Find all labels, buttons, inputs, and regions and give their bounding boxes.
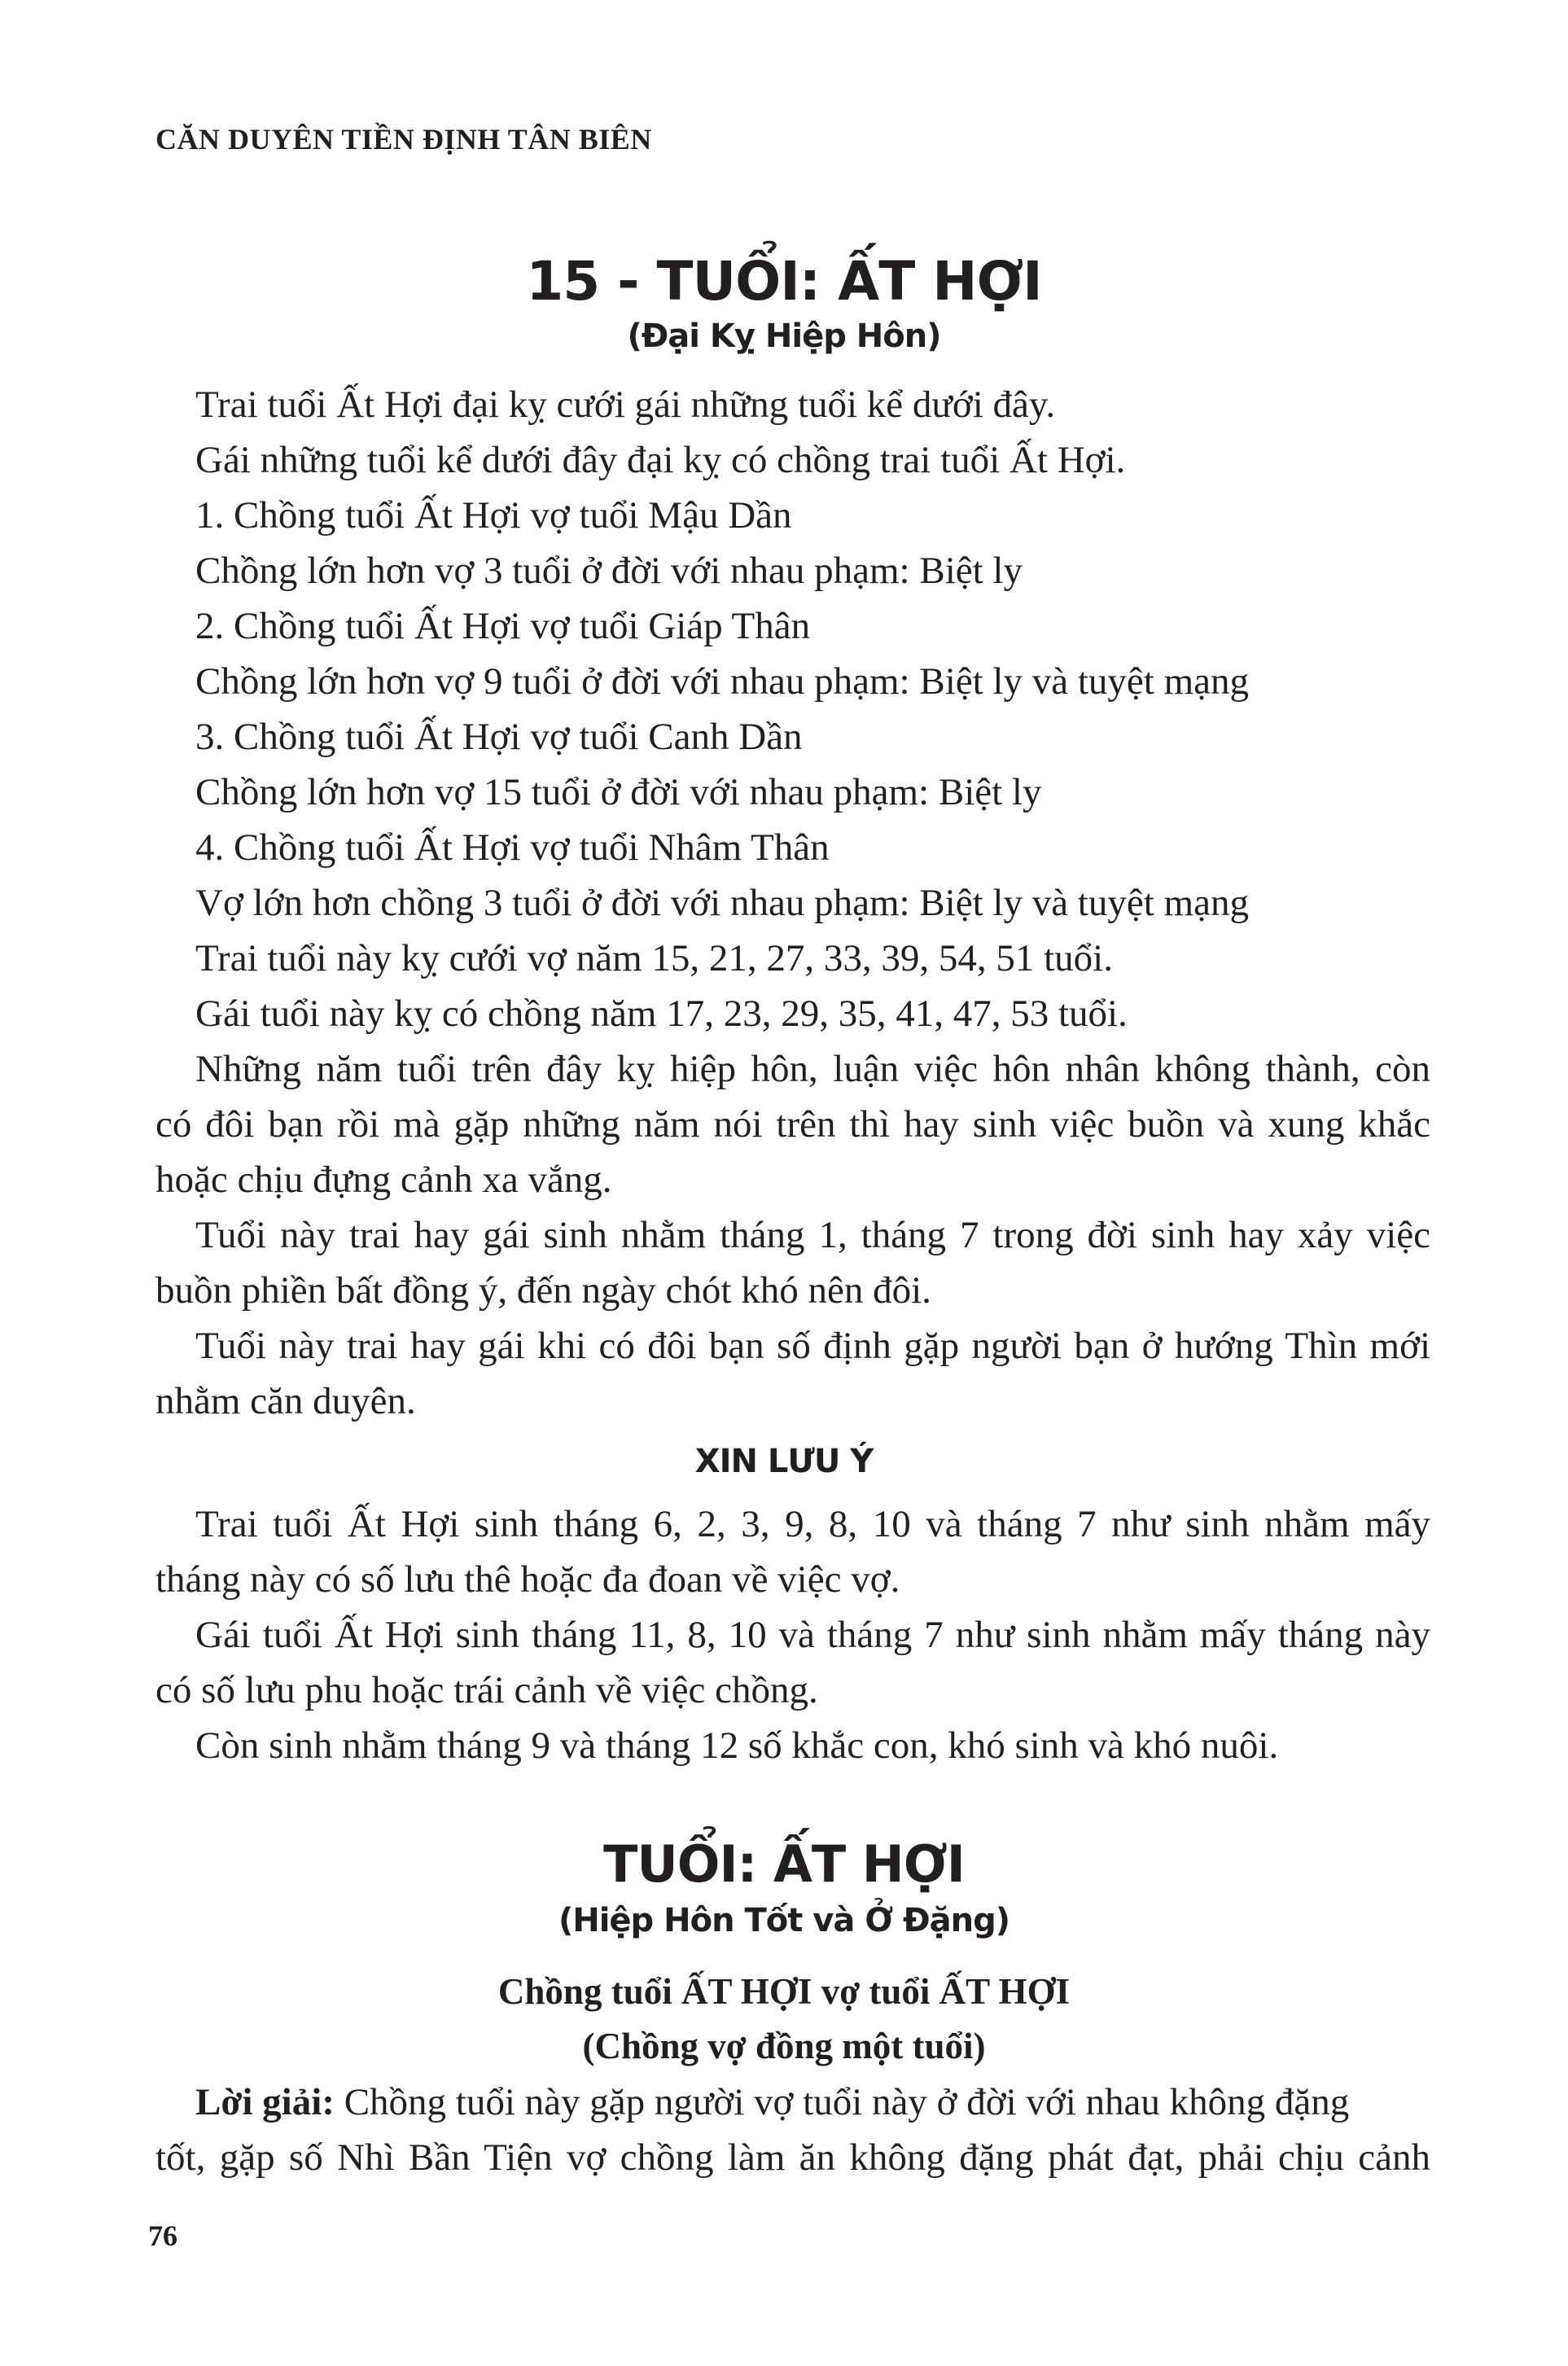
paragraph-line: Tuổi này trai hay gái sinh nhằm tháng 1, tháng 7 trong đời sinh hay xảy việc xyxy=(195,1214,1430,1256)
pair-subtitle: (Chồng vợ đồng một tuổi) xyxy=(582,2026,986,2066)
section-title: 15 - TUỔI: ẤT HỢI xyxy=(526,250,1042,313)
body-line: Vợ lớn hơn chồng 3 tuổi ở đời với nhau phạm: Biệt ly và tuyệt mạng xyxy=(195,882,1249,924)
body-line: Trai tuổi Ất Hợi đại kỵ cưới gái những tuổi kể dưới đây. xyxy=(195,383,1056,426)
section-subtitle: (Hiệp Hôn Tốt và Ở Đặng) xyxy=(558,1902,1010,1939)
list-item: 3. Chồng tuổi Ất Hợi vợ tuổi Canh Dần xyxy=(195,716,803,758)
body-line: Trai tuổi này kỵ cưới vợ năm 15, 21, 27, 33, 39, 54, 51 tuổi. xyxy=(195,937,1113,979)
paragraph-line: có số lưu phu hoặc trái cảnh về việc chồng. xyxy=(155,1669,818,1711)
paragraph-line: Những năm tuổi trên đây kỵ hiệp hôn, luận việc hôn nhân không thành, còn xyxy=(195,1048,1430,1090)
page-number: 76 xyxy=(148,2219,177,2252)
list-item: 1. Chồng tuổi Ất Hợi vợ tuổi Mậu Dần xyxy=(195,494,792,537)
list-item: 4. Chồng tuổi Ất Hợi vợ tuổi Nhâm Thân xyxy=(195,826,830,869)
paragraph-line: nhằm căn duyên. xyxy=(155,1380,416,1422)
body-line: Gái tuổi này kỵ có chồng năm 17, 23, 29, 35, 41, 47, 53 tuổi. xyxy=(195,992,1128,1035)
paragraph-line: có đôi bạn rồi mà gặp những năm nói trên thì hay sinh việc buồn và xung khắc xyxy=(155,1103,1430,1146)
section-title: TUỔI: ẤT HỢI xyxy=(603,1834,965,1894)
paragraph-line: Gái tuổi Ất Hợi sinh tháng 11, 8, 10 và tháng 7 như sinh nhằm mấy tháng này xyxy=(195,1614,1430,1656)
solution-label: Lời giải: xyxy=(195,2081,335,2123)
body-line: Gái những tuổi kể dưới đây đại kỵ có chồng trai tuổi Ất Hợi. xyxy=(195,439,1126,481)
solution-line xyxy=(195,2080,1430,2124)
body-line: Chồng lớn hơn vợ 3 tuổi ở đời với nhau phạm: Biệt ly xyxy=(195,550,1023,592)
paragraph-line: buồn phiền bất đồng ý, đến ngày chót khó nên đôi. xyxy=(155,1269,931,1312)
paragraph-line: hoặc chịu đựng cảnh xa vắng. xyxy=(155,1159,612,1201)
paragraph-line: tháng này có số lưu thê hoặc đa đoan về việc vợ. xyxy=(155,1558,900,1601)
body-line: Chồng lớn hơn vợ 9 tuổi ở đời với nhau phạm: Biệt ly và tuyệt mạng xyxy=(195,660,1249,703)
body-line: Chồng lớn hơn vợ 15 tuổi ở đời với nhau phạm: Biệt ly xyxy=(195,771,1042,813)
note-heading: XIN LƯU Ý xyxy=(694,1443,874,1480)
paragraph-line: Còn sinh nhằm tháng 9 và tháng 12 số khắc con, khó sinh và khó nuôi. xyxy=(195,1724,1279,1767)
pair-title: Chồng tuổi ẤT HỢI vợ tuổi ẤT HỢI xyxy=(497,1971,1071,2012)
section-subtitle: (Đại Kỵ Hiệp Hôn) xyxy=(627,318,941,355)
paragraph-line: Tuổi này trai hay gái khi có đôi bạn số định gặp người bạn ở hướng Thìn mới xyxy=(195,1325,1430,1367)
solution-text: Chồng tuổi này gặp người vợ tuổi này ở đời với nhau không đặng xyxy=(334,2081,1350,2123)
paragraph-line: tốt, gặp số Nhì Bần Tiện vợ chồng làm ăn không đặng phát đạt, phải chịu cảnh xyxy=(155,2136,1430,2179)
list-item: 2. Chồng tuổi Ất Hợi vợ tuổi Giáp Thân xyxy=(195,605,811,647)
running-head: CĂN DUYÊN TIỀN ĐỊNH TÂN BIÊN xyxy=(155,123,652,156)
paragraph-line: Trai tuổi Ất Hợi sinh tháng 6, 2, 3, 9, 8, 10 và tháng 7 như sinh nhằm mấy xyxy=(195,1503,1430,1545)
